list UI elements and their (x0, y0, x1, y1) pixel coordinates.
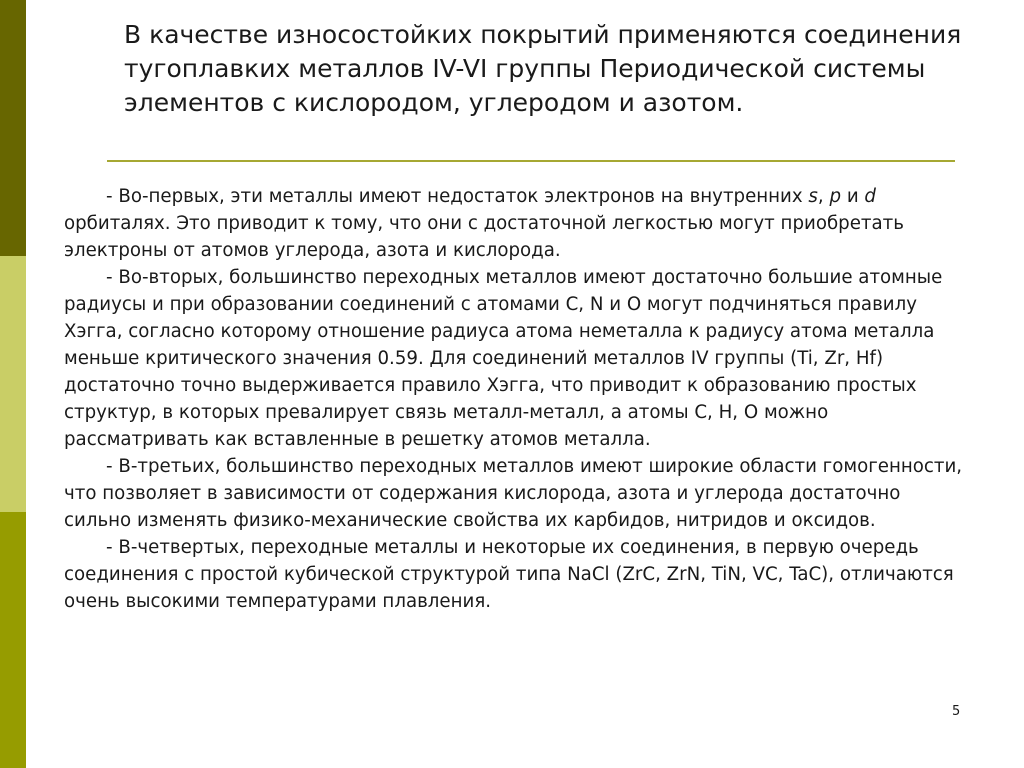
orbital-p: p (829, 186, 842, 207)
paragraph-4: - В-четвертых, переходные металлы и некоторые их соединения, в первую очередь соединения с простой кубической структурой типа NaCl (ZrC, ZrN, TiN, VC, TaC), отличаются очень высокими температурами плавления. (64, 537, 954, 612)
paragraph-1 (64, 183, 964, 264)
sidebar-segment-light (0, 256, 26, 512)
sidebar-stripe (0, 0, 26, 768)
orbital-d: d (864, 186, 876, 207)
page-number: 5 (952, 704, 961, 719)
orbital-s: s (808, 186, 818, 207)
sidebar-segment-dark (0, 0, 26, 256)
slide-title: В качестве износостойких покрытий применяются соединения тугоплавких металлов IV-VI группы Периодической системы элементов с кислородом, углеродом и азотом. (124, 20, 962, 117)
separator-comma: , (817, 186, 830, 207)
paragraph-2: - Во-вторых, большинство переходных металлов имеют достаточно большие атомные радиусы и при образовании соединений с атомами C, N и O могут подчиняться правилу Хэгга, согласно которому отношение радиуса атома неметалла к радиусу атома металла меньше критического значения 0.59. Для соединений металлов IV группы (Ti, Zr, Hf) достаточно точно выдерживается правило Хэгга, что приводит к образованию простых структур, в которых превалирует связь металл-металл, а атомы C, H, O можно рассматривать как вставленные в решетку атомов металла. (64, 267, 943, 450)
sidebar-segment-medium (0, 512, 26, 768)
title-divider (107, 160, 955, 162)
paragraph-1-text-a: - Во-первых, эти металлы имеют недостаток электронов на внутренних (106, 186, 809, 207)
paragraph-3: - В-третьих, большинство переходных металлов имеют широкие области гомогенности, что позволяет в зависимости от содержания кислорода, азота и углерода достаточно сильно изменять физико-механические свойства их карбидов, нитридов и оксидов. (64, 456, 963, 531)
separator-and: и (841, 186, 865, 207)
paragraph-1-text-b: орбиталях. Это приводит к тому, что они с достаточной легкостью могут приобретать электроны от атомов углерода, азота и кислорода. (64, 213, 904, 261)
slide-body (64, 183, 964, 615)
